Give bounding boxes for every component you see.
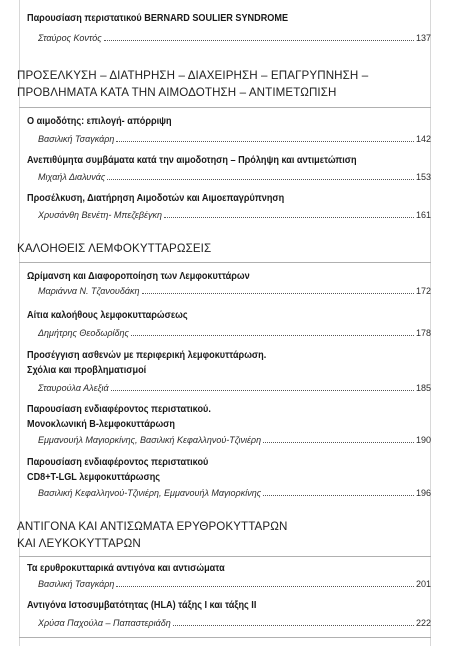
entry-page-number: 190: [415, 435, 431, 445]
entry-title-hla: Αντιγόνα Ιστοσυμβατότητας (HLA) τάξης Ι και τάξης ΙΙ: [27, 600, 257, 611]
entry-title-approach-line1: Προσέγγιση ασθενών με περιφερική λεμφοκυττάρωση.: [27, 350, 267, 361]
section-heading-transfusion-line1: ΠΡΟΣΕΛΚΥΣΗ – ΔΙΑΤΗΡΗΣΗ – ΔΙΑΧΕΙΡΗΣΗ – ΕΠΑΓΡΥΠΝΗΣΗ –: [17, 69, 369, 82]
section-heading-lymphocytosis: ΚΑΛΟΗΘΕΙΣ ΛΕΜΦΟΚΥΤΤΑΡΩΣΕΙΣ: [17, 242, 212, 255]
entry-page-number: 196: [415, 488, 431, 498]
entry-title-monoclonal-line2: Μονοκλωνική Β-λεμφοκυττάρωση: [27, 419, 175, 430]
entry-page-number: 142: [415, 134, 431, 144]
entry-line-approach: [38, 382, 431, 394]
leader-dots: [173, 624, 414, 626]
leader-dots: [131, 334, 414, 336]
entry-title-bernard-soulier: Παρουσίαση περιστατικού BERNARD SOULIER SYNDROME: [27, 13, 289, 24]
section-heading-transfusion-line2: ΠΡΟΒΛΗΜΑΤΑ ΚΑΤΑ ΤΗΝ ΑΙΜΟΔΟΤΗΣΗ – ΑΝΤΙΜΕΤΩΠΙΣΗ: [17, 86, 337, 99]
entry-line-cd8: [38, 487, 431, 499]
leader-dots: [116, 585, 414, 587]
section-divider: [19, 107, 431, 108]
entry-title-benign-causes: Αίτια καλοήθους λεμφοκυτταρώσεως: [27, 310, 188, 321]
entry-line-adverse-events: [38, 171, 431, 183]
leader-dots: [142, 292, 414, 294]
entry-line-rbc-antigens: [38, 578, 431, 590]
entry-author: Σταυρούλα Αλεξιά: [38, 383, 109, 393]
entry-line-blood-donor: [38, 133, 431, 145]
entry-author: Εμμανουήλ Μαγιορκίνης, Βασιλική Κεφαλληνού-Τζινιέρη: [38, 435, 262, 445]
leader-dots: [116, 140, 414, 142]
entry-title-monoclonal-line1: Παρουσίαση ενδιαφέροντος περιστατικού.: [27, 404, 211, 415]
entry-page-number: 178: [415, 328, 431, 338]
entry-author: Δημήτρης Θεοδωρίδης: [38, 328, 129, 338]
entry-author: Μαριάννα Ν. Τζανουδάκη: [38, 286, 140, 296]
leader-dots: [164, 216, 414, 218]
entry-line-monoclonal: [38, 434, 431, 446]
entry-page-number: 185: [415, 383, 431, 393]
entry-page-number: 172: [415, 286, 431, 296]
entry-line-hla: [38, 617, 431, 629]
entry-author: Χρύσα Παχούλα – Παπαστεριάδη: [38, 618, 171, 628]
entry-title-donor-recruitment: Προσέλκυση, Διατήρηση Αιμοδοτών και Αιμοεπαγρύπνηση: [27, 193, 285, 204]
entry-title-rbc-antigens: Τα ερυθροκυτταρικά αντιγόνα και αντισώματα: [27, 563, 225, 574]
entry-line-bernard-soulier: [38, 32, 431, 44]
entry-author: Μιχαήλ Διαλυνάς: [38, 172, 106, 182]
entry-title-cd8-line2: CD8+T-LGL λεμφοκυττάρωσης: [27, 472, 161, 483]
section-heading-antigens-line2: ΚΑΙ ΛΕΥΚΟΚΥΤΤΑΡΩΝ: [17, 537, 141, 550]
entry-author: Βασιλική Τσαγκάρη: [38, 134, 115, 144]
entry-line-benign-causes: [38, 327, 431, 339]
entry-title-approach-line2: Σχόλια και προβληματισμοί: [27, 365, 147, 376]
entry-title-cd8-line1: Παρουσίαση ενδιαφέροντος περιστατικού: [27, 457, 209, 468]
entry-author: Χρυσάνθη Βενέτη- Μπεζεβέγκη: [38, 210, 162, 220]
leader-dots: [111, 389, 414, 391]
entry-author: Βασιλική Τσαγκάρη: [38, 579, 115, 589]
entry-page-number: 137: [415, 33, 431, 43]
entry-page-number: 222: [415, 618, 431, 628]
entry-author: Βασιλική Κεφαλληνού-Τζινιέρη, Εμμανουήλ Μαγιορκίνης: [38, 488, 262, 498]
section-divider: [19, 262, 431, 263]
entry-line-lymphocyte-maturation: [38, 285, 431, 297]
leader-dots: [263, 441, 414, 443]
leader-dots: [104, 39, 414, 41]
entry-title-lymphocyte-maturation: Ωρίμανση και Διαφοροποίηση των Λεμφοκυττάρων: [27, 271, 250, 282]
entry-title-adverse-events: Ανεπιθύμητα συμβάματα κατά την αιμοδοτηση – Πρόληψη και αντιμετώπιση: [27, 155, 357, 166]
page-bottom-divider: [19, 637, 431, 638]
entry-page-number: 161: [415, 210, 431, 220]
entry-author: Σταύρος Κοντός: [38, 33, 102, 43]
entry-page-number: 153: [415, 172, 431, 182]
leader-dots: [107, 178, 414, 180]
section-heading-antigens-line1: ΑΝΤΙΓΟΝΑ ΚΑΙ ΑΝΤΙΣΩΜΑΤΑ ΕΡΥΘΡΟΚΥΤΤΑΡΩΝ: [17, 520, 288, 533]
entry-title-blood-donor: Ο αιμοδότης: επιλογή- απόρριψη: [27, 116, 172, 127]
leader-dots: [263, 494, 414, 496]
section-divider: [19, 556, 431, 557]
entry-page-number: 201: [415, 579, 431, 589]
entry-line-donor-recruitment: [38, 209, 431, 221]
